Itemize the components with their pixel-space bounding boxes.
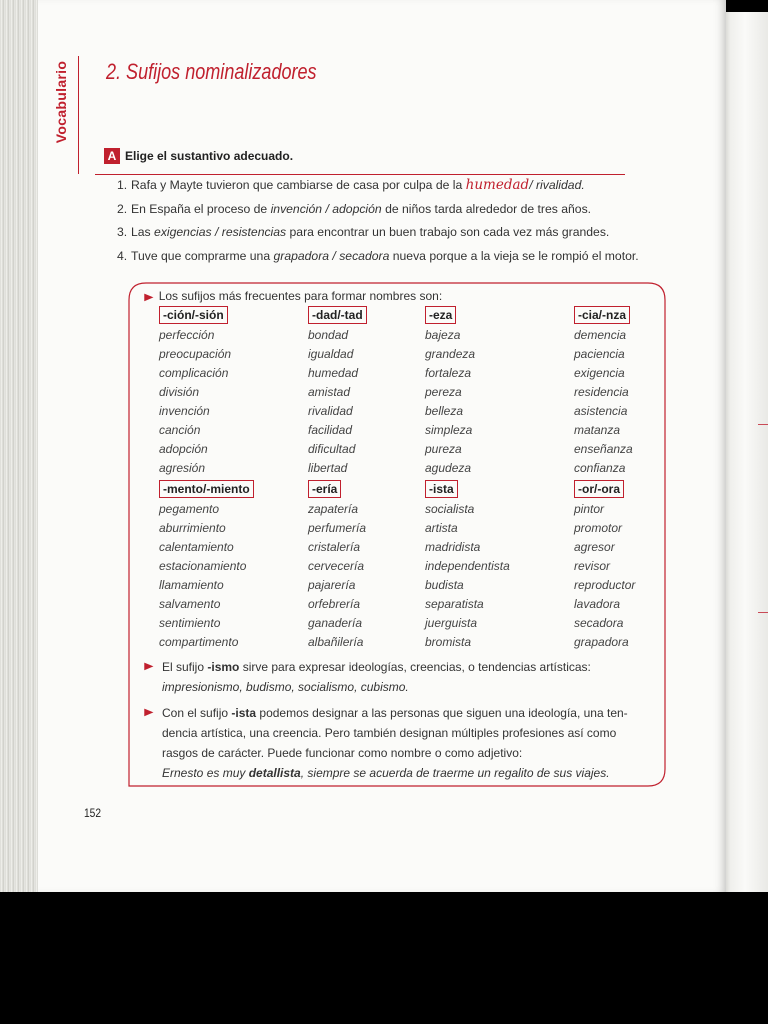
page-number: 152 xyxy=(84,806,102,820)
facing-page-edge xyxy=(722,12,768,892)
exercise-item: 2. En España el proceso de invención / adopción de niños tarda alrededor de tres años. xyxy=(117,201,592,216)
box-intro: ▶ Los sufijos más frecuentes para formar nombres son: xyxy=(144,289,443,303)
suffix-label: -eza xyxy=(425,306,456,324)
suffix-group: -or/-ora pintor promotor agresor revisor reproductor lavadora secadora grapadora xyxy=(574,482,636,649)
suffix-label: -dad/-tad xyxy=(308,306,367,324)
note-ista: ▶ Con el sufijo -ista podemos designar a las personas que siguen una ideología, una ten- dencia artística, una creencia. Pero también designan múltiples profesiones así como rasgos de carácter. Puede funcionar como nombre o como adjetivo: Ernesto es muy detallista, siempre se acuerda de traerme un regalito de sus viajes. xyxy=(145,703,660,783)
suffix-label: -ista xyxy=(425,480,458,498)
section-title: 2. Sufijos nominalizadores xyxy=(106,59,317,84)
suffix-label: -mento/-miento xyxy=(159,480,254,498)
exercise-item: 4. Tuve que comprarme una grapadora / secadora nueva porque a la vieja se le rompió el motor. xyxy=(117,248,639,263)
suffix-group: -eza bajeza grandeza fortaleza pereza belleza simpleza pureza agudeza xyxy=(425,308,476,475)
suffix-group: -ción/-sión perfección preocupación complicación división invención canción adopción agresión xyxy=(159,308,232,475)
exercise-badge: A xyxy=(104,148,120,164)
suffix-group: -cia/-nza demencia paciencia exigencia residencia asistencia matanza enseñanza confianza xyxy=(574,308,633,475)
section-divider-vertical xyxy=(78,56,79,174)
section-tab-label: Vocabulario xyxy=(53,60,69,144)
suffix-label: -ería xyxy=(308,480,341,498)
exercise-list xyxy=(117,175,697,269)
arrow-bullet-icon: ▶ xyxy=(144,661,154,672)
suffix-group: -mento/-miento pegamento aburrimiento calentamiento estacionamiento llamamiento salvamento sentimiento compartimento xyxy=(159,480,289,652)
arrow-bullet-icon: ▶ xyxy=(144,707,154,718)
note-ismo: ▶ El sufijo -ismo sirve para expresar ideologías, creencias, o tendencias artísticas: impresionismo, budismo, socialismo, cubismo. xyxy=(145,657,660,697)
suffix-label: -cia/-nza xyxy=(574,306,630,324)
exercise-instruction: Elige el sustantivo adecuado. xyxy=(125,149,294,163)
suffix-group: -ería zapatería perfumería cristalería cervecería pajarería orfebrería ganadería albañilería xyxy=(308,482,367,649)
exercise-item: 3. Las exigencias / resistencias para encontrar un buen trabajo son cada vez más grandes. xyxy=(117,225,610,239)
exercise-item: 1. Rafa y Mayte tuvieron que cambiarse de casa por culpa de la humedad/ rivalidad. xyxy=(117,177,585,193)
suffix-group: -ista socialista artista madridista independentista budista separatista juerguista bromista xyxy=(425,482,510,649)
suffix-label: -ción/-sión xyxy=(159,306,228,324)
handwritten-answer: humedad xyxy=(465,177,530,193)
suffix-group: -dad/-tad bondad igualdad humedad amistad rivalidad facilidad dificultad libertad xyxy=(308,306,438,478)
arrow-bullet-icon: ▶ xyxy=(144,292,154,303)
suffix-label: -or/-ora xyxy=(574,480,624,498)
